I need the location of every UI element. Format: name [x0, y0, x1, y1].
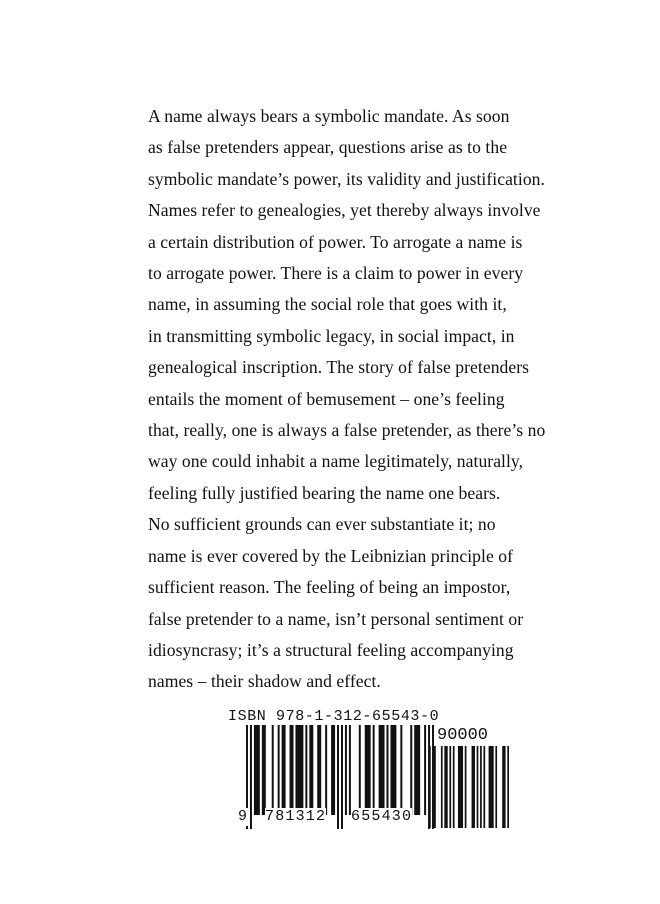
- barcode-left-digits: 781312: [265, 808, 327, 825]
- barcode-bar: [345, 725, 347, 815]
- barcode-bar: [331, 725, 335, 815]
- barcode-bar: [379, 725, 385, 815]
- barcode-human-readable-digits: [238, 808, 438, 828]
- blurb-line: to arrogate power. There is a claim to power in every: [148, 263, 524, 284]
- barcode-bar: [489, 746, 494, 828]
- barcode-bar: [441, 746, 443, 828]
- blurb-line: false pretender to a name, isn’t personal sentiment or: [148, 608, 524, 629]
- barcode-bar: [317, 725, 321, 815]
- barcode-bar: [414, 725, 420, 815]
- barcode-first-digit: 9: [238, 808, 249, 825]
- barcode-bar: [262, 725, 266, 815]
- blurb-line: a certain distribution of power. To arrogate a name is: [148, 231, 523, 252]
- barcode-bar: [325, 725, 327, 815]
- barcode-bar: [295, 725, 303, 815]
- blurb-line: No sufficient grounds can ever substantiate it; no: [148, 514, 496, 535]
- barcode-bar: [305, 725, 307, 815]
- barcode-bar: [400, 725, 402, 815]
- blurb-line: name is ever covered by the Leibnizian principle of: [148, 545, 514, 566]
- barcode-bar: [502, 746, 505, 828]
- blurb-line: A name always bears a symbolic mandate. As soon: [148, 106, 510, 126]
- isbn-barcode-block: [224, 708, 514, 828]
- barcode-bar: [254, 725, 260, 815]
- blurb-line: idiosyncrasy; it’s a structural feeling accompanying: [148, 639, 514, 660]
- barcode-bar: [483, 746, 485, 828]
- blurb-line: feeling fully justified bearing the name one bears.: [148, 482, 501, 503]
- blurb-line: symbolic mandate’s power, its validity and justification.: [148, 168, 545, 189]
- blurb-line: in transmitting symbolic legacy, in social impact, in: [148, 325, 515, 346]
- barcode-bar: [373, 725, 375, 815]
- barcode-bar: [365, 725, 371, 815]
- blurb-line: that, really, one is always a false pretender, as there’s no: [148, 420, 546, 441]
- blurb-line: way one could inhabit a name legitimately, naturally,: [148, 451, 524, 472]
- blurb-line: entails the moment of bemusement – one’s feeling: [148, 388, 505, 409]
- price-addon-barcode-bars: [429, 746, 509, 828]
- blurb-line: sufficient reason. The feeling of being an impostor,: [148, 577, 511, 598]
- blurb-line: name, in assuming the social role that goes with it,: [148, 294, 507, 315]
- barcode-bar: [477, 746, 479, 828]
- barcode-bar: [449, 746, 451, 828]
- barcode-bar: [424, 725, 426, 815]
- barcode-bar: [309, 725, 313, 815]
- blurb-line: Names refer to genealogies, yet thereby always involve: [148, 200, 541, 221]
- barcode-bar: [453, 746, 455, 828]
- barcode-bar: [290, 725, 294, 815]
- barcode-bar: [349, 725, 351, 815]
- barcode-right-digits: 655430: [351, 808, 413, 825]
- blurb-line: as false pretenders appear, questions arise as to the: [148, 137, 508, 158]
- barcode-bar: [458, 746, 463, 828]
- price-code-label: 90000: [437, 726, 489, 745]
- barcode-bar: [387, 725, 389, 815]
- barcode-bar: [472, 746, 475, 828]
- barcode-bar: [282, 725, 286, 815]
- barcode-bar: [465, 746, 467, 828]
- isbn-number-label: ISBN 978-1-312-65543-0: [228, 708, 440, 725]
- barcode-bar: [278, 725, 280, 815]
- barcode-bar: [507, 746, 509, 828]
- back-cover-blurb: [148, 101, 546, 698]
- blurb-line: names – their shadow and effect.: [148, 671, 381, 692]
- barcode-bar: [359, 725, 361, 815]
- barcode-bar: [272, 725, 274, 815]
- barcode-bar: [410, 725, 412, 815]
- barcode-bar: [390, 725, 396, 815]
- barcode-bar: [444, 746, 447, 828]
- blurb-line: genealogical inscription. The story of false pretenders: [148, 357, 530, 378]
- barcode-bar: [480, 746, 482, 828]
- barcode-bar: [495, 746, 497, 828]
